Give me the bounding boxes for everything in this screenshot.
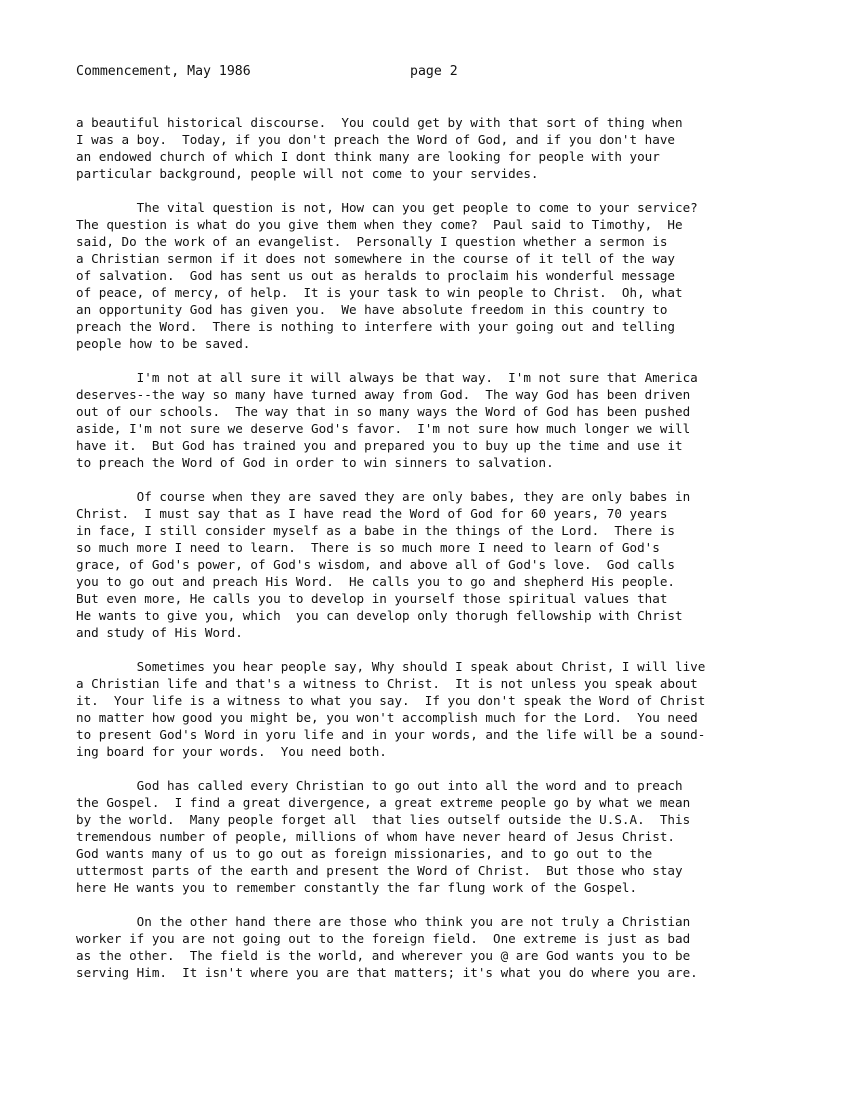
text-line: tremendous number of people, millions of whom have never heard of Jesus Christ. — [76, 829, 675, 844]
page-header — [76, 62, 776, 82]
document-body — [76, 114, 776, 998]
text-line: to present God's Word in yoru life and in your words, and the life will be a sound- — [76, 727, 706, 742]
text-line: I'm not at all sure it will always be that way. I'm not sure that America — [76, 370, 698, 385]
text-line: have it. But God has trained you and prepared you to buy up the time and use it — [76, 438, 683, 453]
text-line: On the other hand there are those who think you are not truly a Christian — [76, 914, 691, 929]
text-line: out of our schools. The way that in so many ways the Word of God has been pushed — [76, 404, 691, 419]
text-line: you to go out and preach His Word. He calls you to go and shepherd His people. — [76, 574, 675, 589]
text-line: uttermost parts of the earth and present the Word of Christ. But those who stay — [76, 863, 683, 878]
text-line: a Christian sermon if it does not somewhere in the course of it tell of the way — [76, 251, 675, 266]
text-line: the Gospel. I find a great divergence, a great extreme people go by what we mean — [76, 795, 691, 810]
text-line: as the other. The field is the world, and wherever you @ are God wants you to be — [76, 948, 691, 963]
text-line: serving Him. It isn't where you are that matters; it's what you do where you are. — [76, 965, 698, 980]
text-line: and study of His Word. — [76, 625, 243, 640]
text-line: said, Do the work of an evangelist. Personally I question whether a sermon is — [76, 234, 668, 249]
text-line: grace, of God's power, of God's wisdom, and above all of God's love. God calls — [76, 557, 675, 572]
text-line: Of course when they are saved they are only babes, they are only babes in — [76, 489, 691, 504]
text-line: to preach the Word of God in order to win sinners to salvation. — [76, 455, 554, 470]
text-line: people how to be saved. — [76, 336, 251, 351]
text-line: preach the Word. There is nothing to interfere with your going out and telling — [76, 319, 675, 334]
text-line: here He wants you to remember constantly the far flung work of the Gospel. — [76, 880, 638, 895]
text-line: I was a boy. Today, if you don't preach the Word of God, and if you don't have — [76, 132, 675, 147]
text-line: by the world. Many people forget all that lies outself outside the U.S.A. This — [76, 812, 691, 827]
header-title: Commencement, May 1986 — [76, 64, 251, 79]
paragraph — [76, 369, 776, 471]
text-line: aside, I'm not sure we deserve God's favor. I'm not sure how much longer we will — [76, 421, 691, 436]
text-line: Sometimes you hear people say, Why should I speak about Christ, I will live — [76, 659, 706, 674]
text-line: an endowed church of which I dont think many are looking for people with your — [76, 149, 660, 164]
paragraph — [76, 114, 776, 182]
paragraph — [76, 488, 776, 641]
paragraph — [76, 913, 776, 981]
text-line: God wants many of us to go out as foreign missionaries, and to go out to the — [76, 846, 653, 861]
text-line: The question is what do you give them when they come? Paul said to Timothy, He — [76, 217, 683, 232]
text-line: He wants to give you, which you can develop only thorugh fellowship with Christ — [76, 608, 683, 623]
text-line: But even more, He calls you to develop in yourself those spiritual values that — [76, 591, 668, 606]
text-line: a Christian life and that's a witness to Christ. It is not unless you speak about — [76, 676, 698, 691]
text-line: so much more I need to learn. There is so much more I need to learn of God's — [76, 540, 660, 555]
text-line: an opportunity God has given you. We have absolute freedom in this country to — [76, 302, 668, 317]
text-line: God has called every Christian to go out into all the word and to preach — [76, 778, 683, 793]
paragraph — [76, 777, 776, 896]
text-line: no matter how good you might be, you won't accomplish much for the Lord. You need — [76, 710, 698, 725]
text-line: a beautiful historical discourse. You could get by with that sort of thing when — [76, 115, 683, 130]
text-line: particular background, people will not come to your servides. — [76, 166, 539, 181]
page-number: page 2 — [410, 64, 458, 79]
text-line: Christ. I must say that as I have read the Word of God for 60 years, 70 years — [76, 506, 668, 521]
text-line: of peace, of mercy, of help. It is your task to win people to Christ. Oh, what — [76, 285, 683, 300]
text-line: deserves--the way so many have turned away from God. The way God has been driven — [76, 387, 691, 402]
text-line: worker if you are not going out to the foreign field. One extreme is just as bad — [76, 931, 691, 946]
text-line: ing board for your words. You need both. — [76, 744, 387, 759]
text-line: The vital question is not, How can you get people to come to your service? — [76, 200, 698, 215]
text-line: in face, I still consider myself as a babe in the things of the Lord. There is — [76, 523, 675, 538]
text-line: it. Your life is a witness to what you say. If you don't speak the Word of Christ — [76, 693, 706, 708]
paragraph — [76, 658, 776, 760]
paragraph — [76, 199, 776, 352]
text-line: of salvation. God has sent us out as heralds to proclaim his wonderful message — [76, 268, 675, 283]
